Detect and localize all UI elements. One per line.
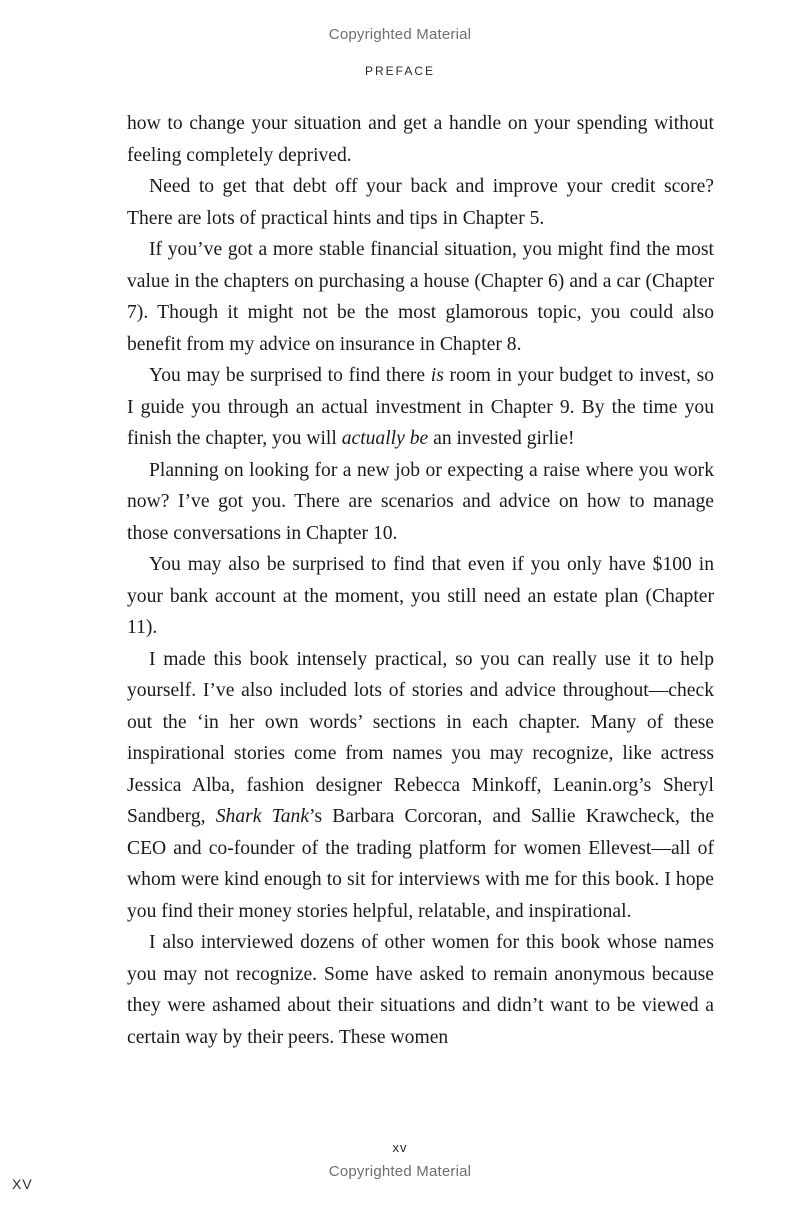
copyright-watermark-bottom: Copyrighted Material — [328, 1163, 472, 1180]
page-number: xv — [392, 1140, 408, 1155]
copyright-watermark-top: Copyrighted Material — [328, 26, 472, 43]
paragraph-debt-credit: Need to get that debt off your back and improve your credit score? There are lots of practical hints and tips in Chapter 5. — [127, 176, 714, 229]
running-head: PREFACE — [364, 64, 435, 78]
text-run: ’s Barbara Corcoran, and Sallie Krawcheck, the CEO and co-founder of the trading platform for women Ellevest—all of whom were kind enough to sit for interviews with me for this book. I hope you find their money stories helpful, relatable, and inspirational. — [127, 806, 715, 922]
paragraph-invest — [127, 360, 714, 455]
page-body — [127, 108, 714, 1053]
paragraph-estate-plan: You may also be surprised to find that even if you only have $100 in your bank account at the moment, you still need an estate plan (Chapter 11). — [127, 554, 714, 638]
paragraph-house-car-insurance: If you’ve got a more stable financial situation, you might find the most value in the chapters on purchasing a house (Chapter 6) and a car (Chapter 7). Though it might not be the most glamorous topic, you could also benefit from my advice on insurance in Chapter 8. — [127, 239, 714, 355]
text-run: an invested girlie! — [428, 428, 575, 449]
paragraph-job-raise: Planning on looking for a new job or expecting a raise where you work now? I’ve got you. There are scenarios and advice on how to manage those conversations in Chapter 10. — [127, 459, 714, 544]
text-run: You may be surprised to find there — [149, 365, 431, 386]
italic-run: Shark Tank — [215, 806, 310, 827]
paragraph-interviews: I also interviewed dozens of other women for this book whose names you may not recognize. Some have asked to remain anonymous because they were ashamed about their situations and didn’t want to be viewed a certain way by their peers. These women — [127, 932, 714, 1048]
paragraph-continued: how to change your situation and get a handle on your spending without feeling completely deprived. — [127, 113, 714, 166]
text-run: room in your budget to invest, so I guide you through an actual investment in Chapter 9. By the time you finish the chapter, you will — [127, 365, 715, 449]
italic-run: is — [430, 365, 444, 386]
paragraph-practical-stories — [127, 644, 714, 928]
italic-run: actually be — [341, 428, 429, 449]
text-run: I made this book intensely practical, so you can really use it to help yourself. I’ve also included lots of stories and advice throughout—check out the ‘in her own words’ sections in each chapter. Many of these inspirational stories come from names you may recognize, like actress Jessica Alba, fashion designer Rebecca Minkoff, Leanin.org’s Sheryl Sandberg, — [127, 648, 714, 827]
corner-page-number: XV — [12, 1176, 33, 1192]
